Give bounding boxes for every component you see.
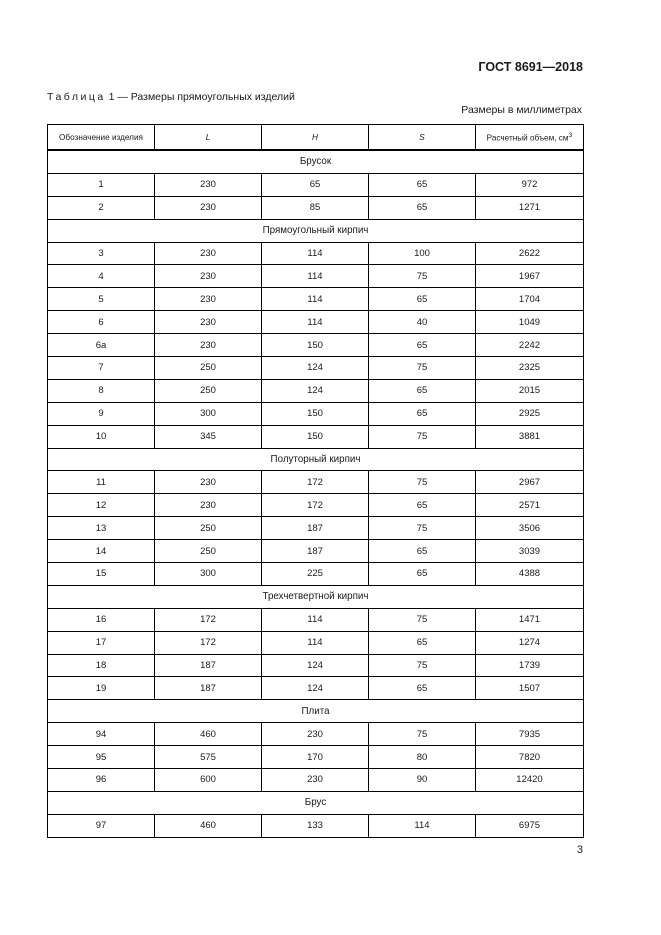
table-row bbox=[48, 471, 584, 494]
group-title: Плита bbox=[48, 700, 584, 723]
height-cell: 114 bbox=[262, 288, 369, 311]
width-cell: 75 bbox=[369, 517, 476, 540]
volume-cell: 2571 bbox=[476, 494, 584, 517]
column-header-volume bbox=[476, 125, 584, 151]
length-cell: 172 bbox=[155, 631, 262, 654]
volume-cell: 6975 bbox=[476, 814, 584, 837]
height-cell: 124 bbox=[262, 654, 369, 677]
designation-cell: 14 bbox=[48, 540, 155, 563]
height-cell: 124 bbox=[262, 357, 369, 380]
designation-cell: 10 bbox=[48, 425, 155, 448]
group-title: Трехчетвертной кирпич bbox=[48, 585, 584, 608]
volume-cell: 2015 bbox=[476, 379, 584, 402]
table-row bbox=[48, 357, 584, 380]
table-row bbox=[48, 173, 584, 196]
designation-cell: 94 bbox=[48, 723, 155, 746]
height-cell: 65 bbox=[262, 173, 369, 196]
table-row bbox=[48, 288, 584, 311]
height-cell: 133 bbox=[262, 814, 369, 837]
width-cell: 65 bbox=[369, 563, 476, 586]
table-row bbox=[48, 654, 584, 677]
table-row bbox=[48, 196, 584, 219]
width-cell: 114 bbox=[369, 814, 476, 837]
designation-cell: 9 bbox=[48, 402, 155, 425]
designation-cell: 6а bbox=[48, 334, 155, 357]
length-cell: 460 bbox=[155, 723, 262, 746]
height-cell: 172 bbox=[262, 494, 369, 517]
designation-cell: 18 bbox=[48, 654, 155, 677]
volume-cell: 1471 bbox=[476, 608, 584, 631]
length-cell: 575 bbox=[155, 746, 262, 769]
height-cell: 114 bbox=[262, 242, 369, 265]
designation-cell: 3 bbox=[48, 242, 155, 265]
length-cell: 187 bbox=[155, 654, 262, 677]
length-cell: 345 bbox=[155, 425, 262, 448]
table-row bbox=[48, 608, 584, 631]
length-cell: 230 bbox=[155, 173, 262, 196]
width-cell: 65 bbox=[369, 677, 476, 700]
volume-cell: 2925 bbox=[476, 402, 584, 425]
height-cell: 150 bbox=[262, 402, 369, 425]
volume-cell: 1704 bbox=[476, 288, 584, 311]
volume-cell: 972 bbox=[476, 173, 584, 196]
volume-cell: 1049 bbox=[476, 311, 584, 334]
volume-unit-exponent: 3 bbox=[568, 131, 573, 139]
length-cell: 460 bbox=[155, 814, 262, 837]
table-row bbox=[48, 517, 584, 540]
units-note: Размеры в миллиметрах bbox=[461, 104, 582, 116]
height-cell: 85 bbox=[262, 196, 369, 219]
width-cell: 65 bbox=[369, 288, 476, 311]
table-row bbox=[48, 379, 584, 402]
table-header-row bbox=[48, 125, 584, 151]
height-cell: 124 bbox=[262, 677, 369, 700]
group-title: Брус bbox=[48, 791, 584, 814]
table-row bbox=[48, 540, 584, 563]
height-cell: 114 bbox=[262, 631, 369, 654]
designation-cell: 96 bbox=[48, 769, 155, 792]
length-cell: 250 bbox=[155, 517, 262, 540]
volume-cell: 2967 bbox=[476, 471, 584, 494]
height-cell: 114 bbox=[262, 265, 369, 288]
volume-cell: 3039 bbox=[476, 540, 584, 563]
height-cell: 124 bbox=[262, 379, 369, 402]
height-cell: 114 bbox=[262, 311, 369, 334]
length-cell: 230 bbox=[155, 311, 262, 334]
width-cell: 90 bbox=[369, 769, 476, 792]
width-cell: 75 bbox=[369, 723, 476, 746]
length-cell: 172 bbox=[155, 608, 262, 631]
group-title: Брусок bbox=[48, 150, 584, 173]
designation-cell: 13 bbox=[48, 517, 155, 540]
designation-cell: 1 bbox=[48, 173, 155, 196]
volume-cell: 2242 bbox=[476, 334, 584, 357]
length-cell: 230 bbox=[155, 288, 262, 311]
table-row bbox=[48, 746, 584, 769]
table-row bbox=[48, 723, 584, 746]
table-body bbox=[48, 150, 584, 837]
group-header-row bbox=[48, 700, 584, 723]
volume-cell: 1507 bbox=[476, 677, 584, 700]
designation-cell: 2 bbox=[48, 196, 155, 219]
column-header-height: H bbox=[262, 125, 369, 151]
height-cell: 187 bbox=[262, 517, 369, 540]
length-cell: 230 bbox=[155, 334, 262, 357]
height-cell: 114 bbox=[262, 608, 369, 631]
height-cell: 172 bbox=[262, 471, 369, 494]
length-cell: 230 bbox=[155, 471, 262, 494]
height-cell: 230 bbox=[262, 769, 369, 792]
volume-cell: 2622 bbox=[476, 242, 584, 265]
length-cell: 300 bbox=[155, 563, 262, 586]
width-cell: 65 bbox=[369, 402, 476, 425]
width-cell: 65 bbox=[369, 173, 476, 196]
height-cell: 170 bbox=[262, 746, 369, 769]
designation-cell: 95 bbox=[48, 746, 155, 769]
volume-cell: 1967 bbox=[476, 265, 584, 288]
length-cell: 250 bbox=[155, 379, 262, 402]
length-cell: 230 bbox=[155, 265, 262, 288]
length-cell: 230 bbox=[155, 196, 262, 219]
width-cell: 80 bbox=[369, 746, 476, 769]
table-row bbox=[48, 334, 584, 357]
designation-cell: 6 bbox=[48, 311, 155, 334]
table-row bbox=[48, 311, 584, 334]
length-cell: 230 bbox=[155, 494, 262, 517]
table-caption-text: 1 — Размеры прямоугольных изделий bbox=[105, 91, 295, 103]
group-header-row bbox=[48, 448, 584, 471]
width-cell: 75 bbox=[369, 265, 476, 288]
table-row bbox=[48, 265, 584, 288]
volume-cell: 12420 bbox=[476, 769, 584, 792]
table-row bbox=[48, 494, 584, 517]
length-cell: 187 bbox=[155, 677, 262, 700]
volume-cell: 2325 bbox=[476, 357, 584, 380]
group-header-row bbox=[48, 219, 584, 242]
group-header-row bbox=[48, 791, 584, 814]
standard-designation: ГОСТ 8691—2018 bbox=[478, 60, 583, 74]
width-cell: 65 bbox=[369, 334, 476, 357]
width-cell: 65 bbox=[369, 631, 476, 654]
column-header-length: L bbox=[155, 125, 262, 151]
designation-cell: 19 bbox=[48, 677, 155, 700]
table-row bbox=[48, 814, 584, 837]
designation-cell: 15 bbox=[48, 563, 155, 586]
group-title: Полуторный кирпич bbox=[48, 448, 584, 471]
volume-cell: 1271 bbox=[476, 196, 584, 219]
height-cell: 150 bbox=[262, 425, 369, 448]
table-row bbox=[48, 677, 584, 700]
width-cell: 40 bbox=[369, 311, 476, 334]
volume-label: Расчетный объем, см bbox=[486, 133, 569, 143]
height-cell: 187 bbox=[262, 540, 369, 563]
width-cell: 65 bbox=[369, 379, 476, 402]
width-cell: 100 bbox=[369, 242, 476, 265]
group-header-row bbox=[48, 585, 584, 608]
volume-cell: 3506 bbox=[476, 517, 584, 540]
width-cell: 75 bbox=[369, 654, 476, 677]
length-cell: 300 bbox=[155, 402, 262, 425]
dimensions-table bbox=[47, 124, 584, 838]
height-cell: 225 bbox=[262, 563, 369, 586]
length-cell: 600 bbox=[155, 769, 262, 792]
width-cell: 75 bbox=[369, 425, 476, 448]
volume-cell: 4388 bbox=[476, 563, 584, 586]
designation-cell: 12 bbox=[48, 494, 155, 517]
table-row bbox=[48, 769, 584, 792]
table-row bbox=[48, 631, 584, 654]
length-cell: 250 bbox=[155, 540, 262, 563]
table-row bbox=[48, 563, 584, 586]
group-title: Прямоугольный кирпич bbox=[48, 219, 584, 242]
group-header-row bbox=[48, 150, 584, 173]
volume-cell: 7820 bbox=[476, 746, 584, 769]
table-row bbox=[48, 242, 584, 265]
designation-cell: 16 bbox=[48, 608, 155, 631]
volume-cell: 7935 bbox=[476, 723, 584, 746]
table-caption bbox=[47, 91, 295, 103]
length-cell: 230 bbox=[155, 242, 262, 265]
width-cell: 75 bbox=[369, 608, 476, 631]
table-caption-prefix: Таблица bbox=[47, 91, 106, 103]
width-cell: 75 bbox=[369, 471, 476, 494]
page-number: 3 bbox=[576, 844, 583, 856]
designation-cell: 97 bbox=[48, 814, 155, 837]
volume-cell: 1274 bbox=[476, 631, 584, 654]
width-cell: 75 bbox=[369, 357, 476, 380]
width-cell: 65 bbox=[369, 540, 476, 563]
height-cell: 150 bbox=[262, 334, 369, 357]
length-cell: 250 bbox=[155, 357, 262, 380]
volume-cell: 1739 bbox=[476, 654, 584, 677]
table-row bbox=[48, 425, 584, 448]
designation-cell: 17 bbox=[48, 631, 155, 654]
width-cell: 65 bbox=[369, 196, 476, 219]
designation-cell: 7 bbox=[48, 357, 155, 380]
height-cell: 230 bbox=[262, 723, 369, 746]
designation-cell: 4 bbox=[48, 265, 155, 288]
designation-cell: 11 bbox=[48, 471, 155, 494]
designation-cell: 8 bbox=[48, 379, 155, 402]
column-header-designation: Обозначение изделия bbox=[48, 125, 155, 151]
designation-cell: 5 bbox=[48, 288, 155, 311]
column-header-width: S bbox=[369, 125, 476, 151]
table-row bbox=[48, 402, 584, 425]
volume-cell: 3881 bbox=[476, 425, 584, 448]
width-cell: 65 bbox=[369, 494, 476, 517]
